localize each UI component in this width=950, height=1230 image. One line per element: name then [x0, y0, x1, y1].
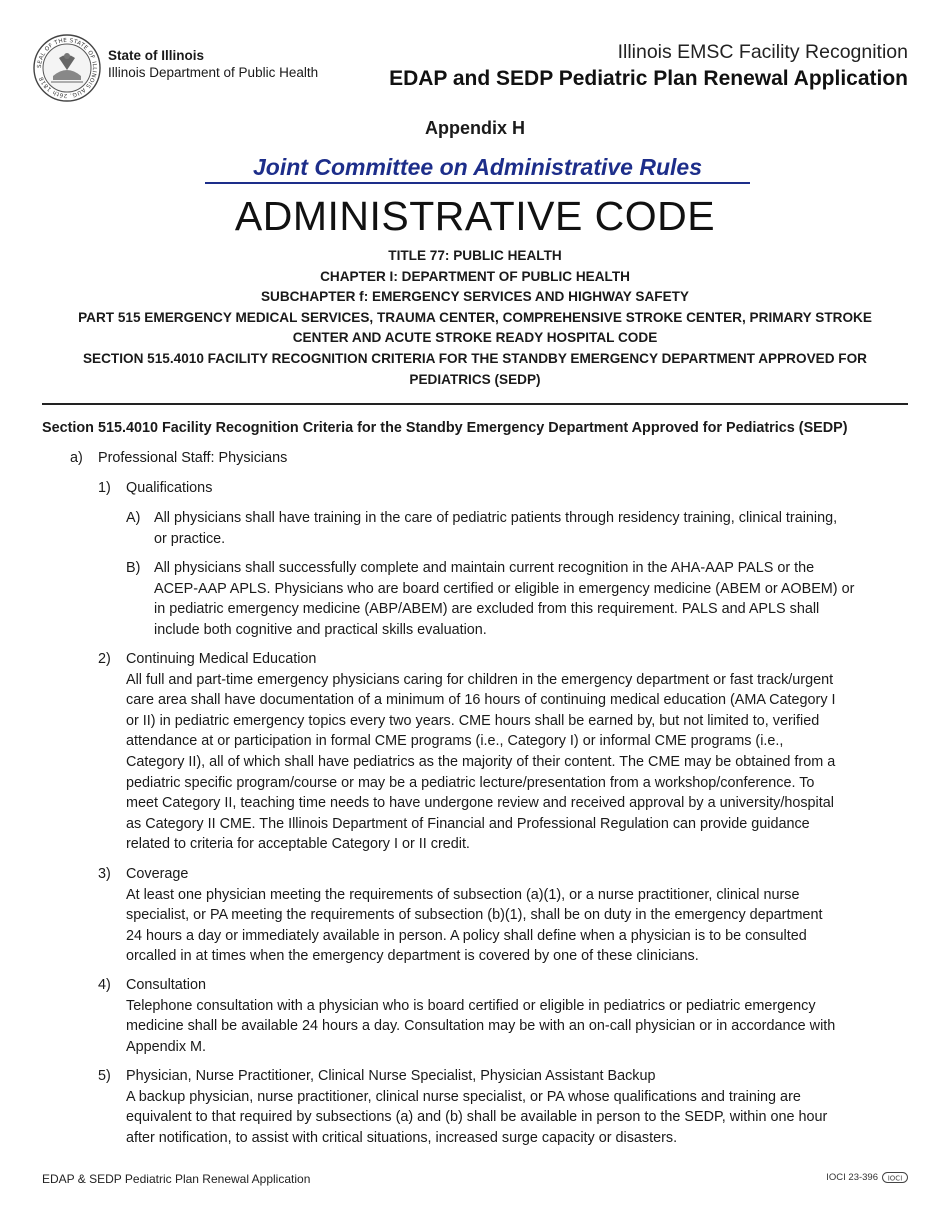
footer-code-block — [826, 1172, 908, 1183]
seal-lettering: SEAL OF THE STATE OF ILLINOIS AUG. 26th 1818 — [36, 37, 98, 99]
title-line: CHAPTER I: DEPARTMENT OF PUBLIC HEALTH — [320, 268, 630, 284]
item-marker: B) — [126, 560, 141, 576]
item-paragraph — [154, 558, 854, 640]
text-line: orcalled in at times when the emergency department is covered by one of these clinicians. — [126, 948, 699, 965]
text-line: meet Category II, teaching time needs to have undergone review and received approval by a university/hospital — [126, 795, 834, 812]
text-line: All physicians shall successfully complete and maintain current recognition in the AHA-AAP PALS or the — [154, 560, 815, 576]
text-line: Telephone consultation with a physician who is board certified or eligible in pediatrics or pediatric emergency — [126, 997, 816, 1014]
state-seal-icon — [33, 34, 101, 102]
application-title: EDAP and SEDP Pediatric Plan Renewal Application — [389, 67, 908, 90]
item-title: Consultation — [126, 977, 206, 993]
department-name: Illinois Department of Public Health — [108, 65, 319, 80]
text-line: attendance at or participation in formal CME programs (i.e., Category I) or informal CME programs (i.e., — [126, 733, 784, 750]
text-line: A backup physician, nurse practitioner, clinical nurse specialist, or PA whose qualifications and training are — [126, 1088, 801, 1105]
item-paragraph — [126, 975, 835, 1057]
title-line: SUBCHAPTER f: EMERGENCY SERVICES AND HIGHWAY SAFETY — [260, 289, 690, 305]
item-marker: A) — [126, 510, 141, 526]
program-name: Illinois EMSC Facility Recognition — [617, 41, 908, 63]
section-divider — [42, 403, 908, 405]
text-line: or practice. — [154, 530, 226, 547]
text-line: related to criteria for acceptable Category I or II credit. — [126, 836, 470, 853]
text-line: or II) in pediatric emergency topics every two years. CME hours shall be earned by, but not limited to, verified — [126, 712, 820, 729]
item-marker: a) — [70, 450, 83, 466]
footer-title: EDAP & SEDP Pediatric Plan Renewal Application — [42, 1172, 311, 1186]
title-line: SECTION 515.4010 FACILITY RECOGNITION CRITERIA FOR THE STANDBY EMERGENCY DEPARTMENT APPROVED FOR — [82, 350, 867, 366]
text-line: include both cognitive and practical skills evaluation. — [154, 621, 487, 638]
appendix-title: Appendix H — [424, 118, 525, 138]
text-line: At least one physician meeting the requirements of subsection (a)(1), or a nurse practitioner, clinical nurse — [126, 886, 800, 903]
regulation-titles — [50, 246, 900, 390]
item-title: Qualifications — [126, 480, 213, 496]
text-line: medicine shall be available 24 hours a day. Consultation may be with an on-call physician or in accordance with — [126, 1018, 836, 1035]
item-title: Coverage — [126, 866, 189, 882]
committee-title: Joint Committee on Administrative Rules — [205, 154, 750, 184]
text-line: All physicians shall have training in the care of pediatric patients through residency training, clinical training, — [154, 510, 838, 526]
item-marker: 2) — [98, 651, 111, 667]
form-code: IOCI 23-396 — [826, 1172, 878, 1183]
text-line: equivalent to that required by subsections (a) and (b) shall be available in person to the SEDP, within one hour — [126, 1109, 828, 1126]
text-line: specialist, or PA meeting the requirements of subsection (b)(1), shall be on duty in the emergency department — [126, 907, 823, 924]
item-marker: 4) — [98, 977, 111, 993]
subsection-title: Professional Staff: Physicians — [98, 450, 288, 466]
text-line: Category II), all of which shall have pediatrics as the majority of their content. The CME may be obtained from a — [126, 753, 836, 770]
item-title: Continuing Medical Education — [126, 651, 317, 667]
text-line: after notification, to assist with critical situations, increased surge capacity or disasters. — [126, 1129, 678, 1146]
title-line: TITLE 77: PUBLIC HEALTH — [388, 248, 562, 263]
section-heading: Section 515.4010 Facility Recognition Criteria for the Standby Emergency Department Approved for Pediatrics (SEDP) — [42, 420, 848, 436]
text-line: ACEP-AAP APLS. Physicians who are board certified or eligible in emergency medicine (ABEM or AOBEM) or — [154, 580, 855, 597]
code-title: ADMINISTRATIVE CODE — [234, 193, 716, 239]
text-line: All full and part-time emergency physicians caring for children in the emergency department or fast track/urgent — [126, 671, 834, 688]
item-paragraph — [126, 1066, 827, 1148]
item-title: Physician, Nurse Practitioner, Clinical Nurse Specialist, Physician Assistant Backup — [126, 1068, 656, 1084]
item-marker: 3) — [98, 866, 111, 882]
item-paragraph — [126, 864, 822, 967]
text-line: care area shall have documentation of a minimum of 16 hours of continuing medical education (AMA Category I — [126, 692, 836, 709]
text-line: 24 hours a day or immediately available in person. A policy shall define when a physician is to be consulted — [126, 927, 807, 944]
logo-lettering: IOCI — [887, 1174, 903, 1183]
state-name: State of Illinois — [108, 48, 205, 63]
agency-block — [108, 47, 318, 81]
text-line: in pediatric emergency medicine (ABP/ABEM) are excluded from this requirement. PALS and APLS shall — [154, 601, 820, 618]
item-paragraph — [154, 508, 837, 549]
header-titles — [389, 40, 908, 92]
title-line: PEDIATRICS (SEDP) — [409, 371, 541, 387]
title-line: CENTER AND ACUTE STROKE READY HOSPITAL CODE — [292, 330, 658, 346]
text-line: pediatric specific program/course or may be a pediatric lecture/presentation from a workshop/conference. To — [126, 774, 815, 791]
item-marker: 5) — [98, 1068, 111, 1084]
text-line: as Category II CME. The Illinois Department of Financial and Professional Regulation can provide guidance — [126, 815, 810, 832]
item-paragraph — [126, 649, 836, 855]
text-line: Appendix M. — [126, 1038, 206, 1055]
item-marker: 1) — [98, 480, 111, 496]
ioci-logo-icon — [882, 1172, 908, 1183]
title-line: PART 515 EMERGENCY MEDICAL SERVICES, TRAUMA CENTER, COMPREHENSIVE STROKE CENTER, PRIMARY STROKE — [78, 309, 872, 325]
